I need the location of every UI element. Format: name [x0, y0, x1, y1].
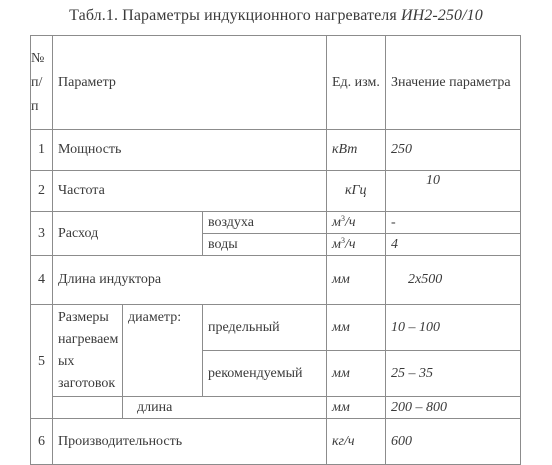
- table-row-blanks-length: [31, 397, 521, 419]
- caption-prefix: Табл.1. Параметры индукционного нагревателя: [69, 7, 397, 24]
- param-name: Производительность: [53, 419, 327, 465]
- header-unit: Ед. изм.: [327, 36, 386, 130]
- table-row-flow-air: 3 Расход воздуха $м^3/ч$ -: [31, 212, 521, 234]
- table-row-frequency: 2 Частота кГц 10: [31, 171, 521, 212]
- param-unit: мм: [327, 397, 386, 419]
- param-value: 10: [386, 171, 521, 212]
- parameters-table: [30, 35, 521, 465]
- table-row-inductor: 4 Длина индуктора мм 2x500: [31, 256, 521, 305]
- param-value: 4: [386, 234, 521, 256]
- param-subname: предельный: [203, 305, 327, 351]
- header-param: Параметр: [53, 36, 327, 130]
- table-row-productivity: 6 Производительность кг/ч 600: [31, 419, 521, 465]
- param-value: -: [386, 212, 521, 234]
- param-value: 2x500: [386, 256, 521, 305]
- param-unit: $м^3/ч$: [327, 212, 386, 234]
- param-name: Частота: [53, 171, 327, 212]
- param-unit: кг/ч: [327, 419, 386, 465]
- param-value: 200 – 800: [386, 397, 521, 419]
- param-subname: воды: [203, 234, 327, 256]
- param-unit: мм: [327, 256, 386, 305]
- param-value: 600: [386, 419, 521, 465]
- param-unit: $м^3/ч$: [327, 234, 386, 256]
- header-value: Значение параметра: [386, 36, 521, 130]
- param-unit: кВт: [327, 130, 386, 171]
- param-subname: длина: [123, 397, 327, 419]
- param-unit: кГц: [327, 171, 386, 212]
- param-name: Расход: [53, 212, 203, 256]
- table-row-blanks-max: 5 Размеры нагреваем ых заготовок диаметр: предельный мм 10 – 100: [31, 305, 521, 351]
- caption-model: ИН2-250/10: [400, 7, 483, 24]
- param-subname: рекомендуемый: [203, 351, 327, 397]
- param-subname: воздуха: [203, 212, 327, 234]
- param-name: Длина индуктора: [53, 256, 327, 305]
- param-name: Размеры нагреваем ых заготовок: [53, 305, 123, 397]
- param-value: 25 – 35: [386, 351, 521, 397]
- param-unit: мм: [327, 351, 386, 397]
- table-row-power: 1 Мощность кВт 250: [31, 130, 521, 171]
- param-unit: мм: [327, 305, 386, 351]
- header-row: [31, 36, 521, 130]
- table-caption: [0, 7, 552, 25]
- param-value: 250: [386, 130, 521, 171]
- param-value: 10 – 100: [386, 305, 521, 351]
- param-group: диаметр:: [123, 305, 203, 397]
- header-num: № п/ п: [31, 36, 53, 130]
- param-name: Мощность: [53, 130, 327, 171]
